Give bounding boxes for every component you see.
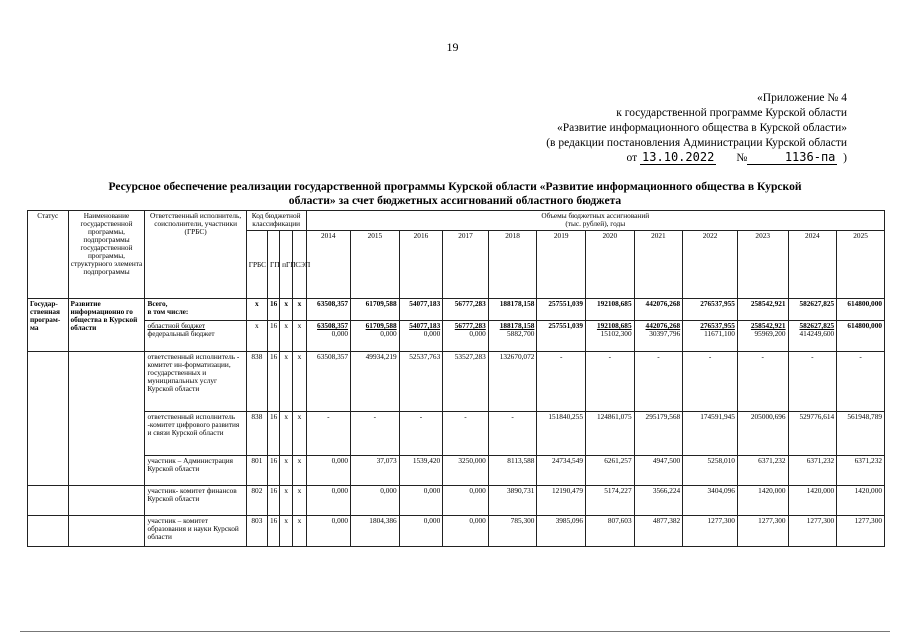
table-row <box>28 456 885 486</box>
value-cell: 1277,300 <box>788 516 837 547</box>
page-bottom-edge <box>20 631 890 632</box>
value-cell: 174591,945 <box>683 412 738 456</box>
code-cell: x <box>280 321 293 352</box>
value-cell: 1277,300 <box>683 516 738 547</box>
resource-table <box>27 210 885 547</box>
value-cell: 4877,382 <box>634 516 683 547</box>
executor-label: участник – Администрация Курской области <box>145 456 246 486</box>
value-cell: 1420,000 <box>788 486 837 516</box>
header-year: 2018 <box>488 231 537 299</box>
table-row <box>28 516 885 547</box>
table-row-budget-split <box>28 321 885 352</box>
code-cell: x <box>293 412 306 456</box>
federal-value: 95969,200 <box>754 329 786 338</box>
value-cell <box>788 321 837 352</box>
value-cell: 3566,224 <box>634 486 683 516</box>
value-cell: - <box>488 412 537 456</box>
value-cell: 61709,588 <box>351 299 400 321</box>
regional-value: 63508,357 <box>317 321 349 330</box>
header-budget-code: Код бюджетной классификации <box>246 211 306 231</box>
header-year: 2022 <box>683 231 738 299</box>
header-year: 2016 <box>399 231 443 299</box>
value-cell: 192108,685 <box>586 299 635 321</box>
appendix-line: к государственной программе Курской области <box>616 107 847 119</box>
federal-value: 414249,600 <box>799 329 835 338</box>
value-cell: 37,073 <box>351 456 400 486</box>
value-cell: 276537,955 <box>683 299 738 321</box>
value-cell: - <box>306 412 351 456</box>
number-prefix: № <box>736 152 748 164</box>
code-cell: x <box>293 352 306 412</box>
value-cell: 442076,268 <box>634 299 683 321</box>
executor-label: участник – комитет образования и науки Курской области <box>145 516 246 547</box>
code-cell: x <box>293 321 306 352</box>
header-year: 2015 <box>351 231 400 299</box>
federal-value: 0,000 <box>469 329 486 338</box>
appendix-line: (в редакции постановления Администрации Курской области <box>546 137 847 149</box>
value-cell: 3250,000 <box>443 456 489 486</box>
value-cell: - <box>399 412 443 456</box>
regional-budget-label: областной бюджет <box>147 321 206 330</box>
federal-budget-label: федеральный бюджет <box>147 329 215 338</box>
value-cell: 0,000 <box>443 486 489 516</box>
code-cell: x <box>293 456 306 486</box>
table-row <box>28 486 885 516</box>
federal-value: 15102,300 <box>600 329 632 338</box>
code-cell: x <box>280 456 293 486</box>
value-cell: 1539,420 <box>399 456 443 486</box>
code-cell: 838 <box>246 412 267 456</box>
regional-value: 192108,685 <box>596 321 632 330</box>
value-cell: 295179,568 <box>634 412 683 456</box>
value-cell <box>837 321 885 352</box>
header-year: 2023 <box>737 231 788 299</box>
name-cell-empty <box>68 486 145 516</box>
code-cell: 803 <box>246 516 267 547</box>
value-cell <box>586 321 635 352</box>
header-code: пГП <box>280 231 293 299</box>
value-cell: 807,603 <box>586 516 635 547</box>
table-row <box>28 412 885 456</box>
value-cell <box>351 321 400 352</box>
code-cell: 838 <box>246 352 267 412</box>
name-cell-empty <box>68 352 145 486</box>
value-cell: 4947,500 <box>634 456 683 486</box>
value-cell: 188178,158 <box>488 299 537 321</box>
code-cell: x <box>246 299 267 321</box>
value-cell: 0,000 <box>399 516 443 547</box>
value-cell: 124861,075 <box>586 412 635 456</box>
value-cell: - <box>537 352 586 412</box>
code-cell: x <box>280 299 293 321</box>
value-cell: 258542,921 <box>737 299 788 321</box>
value-cell: 582627,825 <box>788 299 837 321</box>
value-cell: 529776,614 <box>788 412 837 456</box>
executor-label: ответственный исполнитель -комитет цифрового развития и связи Курской области <box>145 412 246 456</box>
value-cell: 63508,357 <box>306 352 351 412</box>
status-cell: Государ-ственная програм-ма <box>28 299 69 352</box>
value-cell: 3404,096 <box>683 486 738 516</box>
value-cell <box>634 321 683 352</box>
regional-value: 257551,039 <box>548 321 583 330</box>
code-cell: x <box>280 516 293 547</box>
value-cell: 151840,255 <box>537 412 586 456</box>
value-cell <box>683 321 738 352</box>
value-cell <box>399 321 443 352</box>
budget-label <box>145 321 246 352</box>
title-line: области» за счет бюджетных ассигнований областного бюджета <box>288 194 622 207</box>
value-cell: 561948,789 <box>837 412 885 456</box>
header-year: 2020 <box>586 231 635 299</box>
code-cell: 16 <box>268 486 280 516</box>
value-cell: - <box>837 352 885 412</box>
value-cell: 8113,588 <box>488 456 537 486</box>
regional-value: 188178,158 <box>499 321 535 330</box>
federal-value: 0,000 <box>331 329 349 338</box>
regional-value: 258542,921 <box>750 321 786 330</box>
value-cell: 0,000 <box>306 516 351 547</box>
value-cell: 6371,232 <box>737 456 788 486</box>
code-cell: x <box>280 352 293 412</box>
total-label-line: в том числе: <box>147 307 189 316</box>
code-cell: x <box>293 486 306 516</box>
value-cell: 132670,072 <box>488 352 537 412</box>
federal-value: 5882,700 <box>507 329 535 338</box>
value-cell: 49934,219 <box>351 352 400 412</box>
code-cell: x <box>246 321 267 352</box>
federal-value: 0,000 <box>423 329 441 338</box>
header-status: Статус <box>28 211 69 299</box>
page-number: 19 <box>446 40 459 54</box>
code-cell: 16 <box>268 456 280 486</box>
total-label <box>145 299 246 321</box>
federal-value: 11671,100 <box>704 329 735 338</box>
document-title <box>60 180 850 208</box>
program-name-cell: Развитие информационно го общества в Курской области <box>68 299 145 352</box>
header-row <box>28 211 885 231</box>
regional-value: 56777,283 <box>454 321 486 330</box>
code-cell: x <box>280 412 293 456</box>
value-cell: 63508,357 <box>306 299 351 321</box>
value-cell <box>488 321 537 352</box>
appendix-line: «Развитие информационного общества в Курской области» <box>556 122 847 134</box>
value-cell <box>537 321 586 352</box>
value-cell: 24734,549 <box>537 456 586 486</box>
value-cell: - <box>788 352 837 412</box>
header-code: СЭП <box>293 231 306 299</box>
value-cell: 0,000 <box>306 456 351 486</box>
header-executor: Ответственный исполнитель, соисполнители, участники (ГРБС) <box>145 211 246 299</box>
regional-value: 582627,825 <box>799 321 835 330</box>
header-year: 2021 <box>634 231 683 299</box>
value-cell: 785,300 <box>488 516 537 547</box>
regional-value: 442076,268 <box>645 321 681 330</box>
value-cell: 1420,000 <box>737 486 788 516</box>
total-label-line: Всего, <box>147 299 168 308</box>
value-cell: 0,000 <box>443 516 489 547</box>
value-cell: 1420,000 <box>837 486 885 516</box>
status-cell-empty <box>28 516 69 547</box>
code-cell: 16 <box>268 412 280 456</box>
executor-label: ответственный исполнитель - комитет ин-форматизации, государственных и муниципальных услуг Курской области <box>145 352 246 412</box>
header-year: 2019 <box>537 231 586 299</box>
regional-value: 276537,955 <box>700 321 735 330</box>
code-cell: 16 <box>268 321 280 352</box>
value-cell: - <box>737 352 788 412</box>
decree-number: 1136-па <box>747 151 837 165</box>
code-cell: 16 <box>268 299 280 321</box>
value-cell: 56777,283 <box>443 299 489 321</box>
volumes-unit: (тыс. рублей), годы <box>565 219 626 228</box>
value-cell: - <box>586 352 635 412</box>
value-cell: 0,000 <box>306 486 351 516</box>
executor-label: участник- комитет финансов Курской области <box>145 486 246 516</box>
value-cell <box>737 321 788 352</box>
value-cell: 5174,227 <box>586 486 635 516</box>
regional-value: 61709,588 <box>365 321 397 330</box>
table-row-total <box>28 299 885 321</box>
value-cell: 205000,696 <box>737 412 788 456</box>
value-cell: 52537,763 <box>399 352 443 412</box>
value-cell: 6261,257 <box>586 456 635 486</box>
federal-value: 30397,796 <box>649 329 681 338</box>
value-cell: - <box>443 412 489 456</box>
header-year: 2017 <box>443 231 489 299</box>
value-cell: 0,000 <box>399 486 443 516</box>
status-cell-empty <box>28 486 69 516</box>
title-line: Ресурсное обеспечение реализации государственной программы Курской области «Развитие информационного общества в Курской <box>108 180 802 193</box>
header-code: ГРБС <box>246 231 267 299</box>
header-year: 2025 <box>837 231 885 299</box>
regional-value: 54077,183 <box>409 321 441 330</box>
value-cell <box>443 321 489 352</box>
value-cell <box>306 321 351 352</box>
code-cell: x <box>293 299 306 321</box>
value-cell: 0,000 <box>351 486 400 516</box>
table-row <box>28 352 885 412</box>
value-cell: - <box>634 352 683 412</box>
value-cell: - <box>351 412 400 456</box>
value-cell: 257551,039 <box>537 299 586 321</box>
header-name: Наименование государственной программы, подпрограммы государственной программы, структурного элемента подпрограммы <box>68 211 145 299</box>
value-cell: 3985,096 <box>537 516 586 547</box>
code-cell: x <box>293 516 306 547</box>
code-cell: 16 <box>268 516 280 547</box>
value-cell: 1804,386 <box>351 516 400 547</box>
value-cell: - <box>683 352 738 412</box>
closing-paren: ) <box>843 152 847 164</box>
value-cell: 3890,731 <box>488 486 537 516</box>
regional-value: 614800,000 <box>847 321 882 330</box>
value-cell: 1277,300 <box>837 516 885 547</box>
header-volumes <box>306 211 885 231</box>
value-cell: 5258,010 <box>683 456 738 486</box>
header-code: ГП <box>268 231 280 299</box>
value-cell: 53527,283 <box>443 352 489 412</box>
code-cell: x <box>280 486 293 516</box>
federal-value: 0,000 <box>380 329 397 338</box>
status-cell-empty <box>28 352 69 486</box>
value-cell: 12190,479 <box>537 486 586 516</box>
value-cell: 54077,183 <box>399 299 443 321</box>
decree-date: 13.10.2022 <box>642 150 715 164</box>
header-year: 2024 <box>788 231 837 299</box>
value-cell: 1277,300 <box>737 516 788 547</box>
appendix-line: «Приложение № 4 <box>757 92 847 104</box>
code-cell: 16 <box>268 352 280 412</box>
appendix-heading <box>546 91 847 166</box>
appendix-date-line <box>546 151 847 166</box>
from-prefix: от <box>626 152 638 164</box>
value-cell: 614800,000 <box>837 299 885 321</box>
value-cell: 6371,232 <box>837 456 885 486</box>
header-year: 2014 <box>306 231 351 299</box>
name-cell-empty <box>68 516 145 547</box>
code-cell: 801 <box>246 456 267 486</box>
volumes-title: Объемы бюджетных ассигнований <box>541 211 650 220</box>
value-cell: 6371,232 <box>788 456 837 486</box>
code-cell: 802 <box>246 486 267 516</box>
